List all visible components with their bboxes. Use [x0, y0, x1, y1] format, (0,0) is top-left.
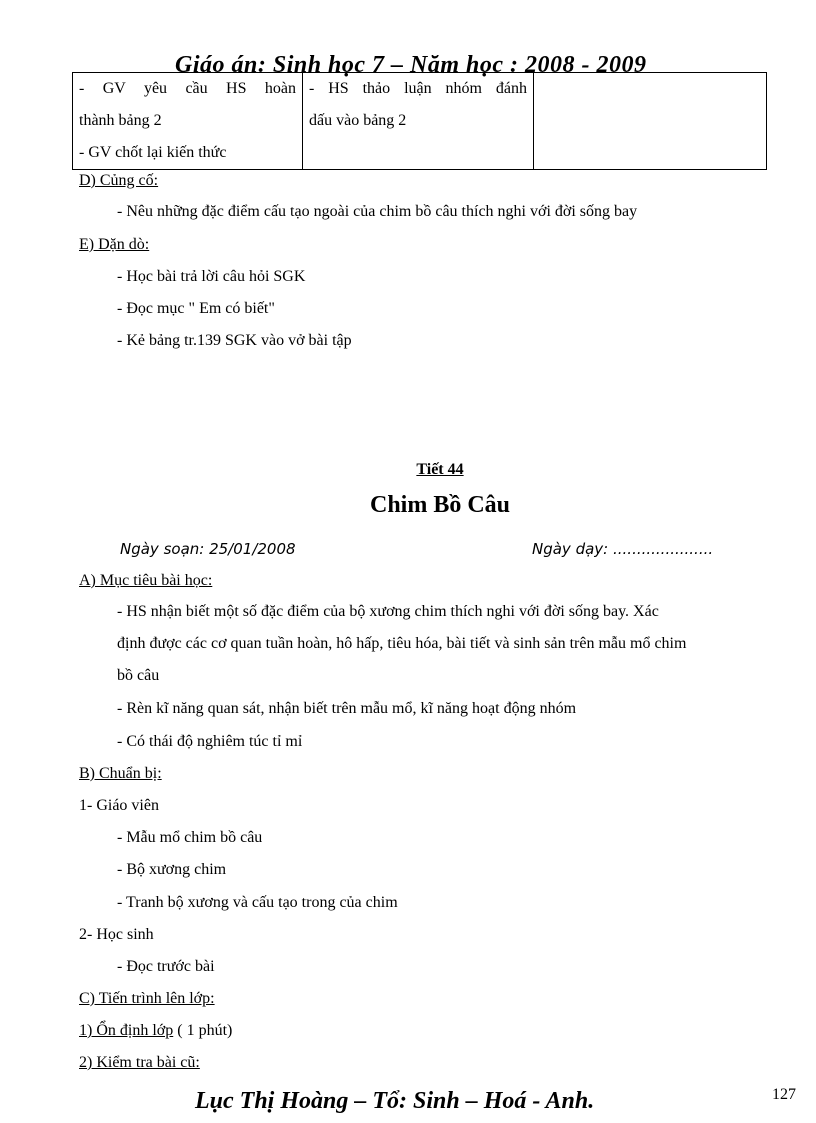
list-item: - Rèn kĩ năng quan sát, nhận biết trên mẫu mổ, kĩ năng hoạt động nhóm: [117, 700, 577, 717]
list-item: - Học bài trả lời câu hỏi SGK: [117, 268, 306, 285]
list-item: - Đọc mục " Em có biết": [117, 300, 275, 317]
table-cell-teacher: [73, 73, 303, 170]
step-1-note: ( 1 phút): [173, 1022, 233, 1039]
section-d-heading: D) Củng cố:: [79, 172, 159, 189]
lesson-number: Tiết 44: [416, 461, 464, 478]
cell-line: thành bảng 2: [79, 112, 162, 129]
activity-table: [72, 72, 767, 170]
step-1-heading: 1) Ổn định lớp: [79, 1022, 174, 1039]
section-a-heading: A) Mục tiêu bài học:: [79, 572, 213, 589]
date-prepared: Ngày soạn: 25/01/2008: [120, 540, 296, 558]
cell-line: - GV yêu cầu HS hoàn: [79, 80, 296, 97]
section-c-heading: C) Tiến trình lên lớp:: [79, 990, 215, 1007]
list-item: định được các cơ quan tuần hoàn, hô hấp, tiêu hóa, bài tiết và sinh sản trên mẫu mổ chim: [117, 635, 687, 652]
list-item: - HS nhận biết một số đặc điểm của bộ xương chim thích nghi với đời sống bay. Xác: [117, 603, 659, 620]
list-item: bồ câu: [117, 667, 160, 684]
section-b-heading: B) Chuẩn bị:: [79, 765, 162, 782]
list-item: - Kẻ bảng tr.139 SGK vào vở bài tập: [117, 332, 352, 349]
step-2-heading: 2) Kiểm tra bài cũ:: [79, 1054, 200, 1071]
list-item: - Nêu những đặc điểm cấu tạo ngoài của chim bồ câu thích nghi với đời sống bay: [117, 203, 638, 220]
subsection-teacher: 1- Giáo viên: [79, 797, 159, 814]
list-item: - Có thái độ nghiêm túc tỉ mỉ: [117, 733, 303, 750]
subsection-student: 2- Học sinh: [79, 926, 154, 943]
cell-line: dấu vào bảng 2: [309, 112, 407, 129]
cell-line: - GV chốt lại kiến thức: [79, 144, 227, 161]
page-number: 127: [772, 1086, 796, 1103]
table-cell-content: [534, 73, 767, 170]
section-e-heading: E) Dặn dò:: [79, 236, 150, 253]
page-footer: Lục Thị Hoàng – Tổ: Sinh – Hoá - Anh.: [195, 1088, 595, 1114]
date-taught: Ngày dạy: .....................: [532, 540, 714, 558]
list-item: - Bộ xương chim: [117, 861, 227, 878]
cell-line: - HS thảo luận nhóm đánh: [309, 80, 527, 97]
list-item: - Tranh bộ xương và cấu tạo trong của chim: [117, 894, 398, 911]
lesson-title: Chim Bồ Câu: [369, 492, 511, 518]
step-1: [79, 1022, 232, 1040]
table-cell-student: [303, 73, 534, 170]
table-row: [73, 73, 767, 170]
page-header: Giáo án: Sinh học 7 – Năm học : 2008 - 2009: [175, 52, 647, 78]
list-item: - Mẫu mổ chim bồ câu: [117, 829, 263, 846]
list-item: - Đọc trước bài: [117, 958, 215, 975]
